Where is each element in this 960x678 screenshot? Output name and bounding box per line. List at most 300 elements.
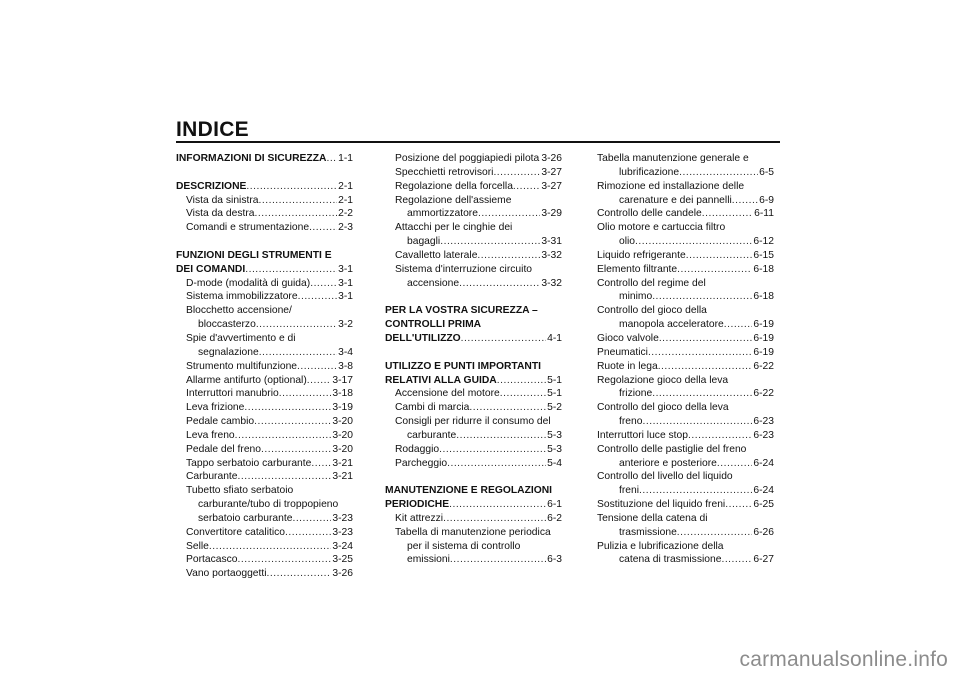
toc-entry[interactable] (597, 277, 774, 291)
toc-entry-title: PERIODICHE (385, 499, 450, 511)
toc-entry-title: Posizione del poggiapiedi pilota (395, 153, 540, 164)
toc-page-number: 6-23 (753, 416, 774, 428)
toc-entry[interactable] (597, 415, 774, 429)
toc-entry[interactable] (385, 401, 562, 415)
toc-entry[interactable] (385, 540, 562, 554)
toc-entry-title: Rodaggio (395, 443, 440, 455)
toc-entry-title: Selle (186, 540, 209, 552)
dot-leader (298, 290, 338, 304)
dot-leader (244, 401, 331, 415)
toc-page-number: 6-12 (753, 236, 774, 248)
toc-entry[interactable] (385, 263, 562, 277)
toc-entry-title: PER LA VOSTRA SICUREZZA – (385, 305, 538, 317)
toc-entry-title: Blocchetto accensione/ (186, 305, 292, 317)
toc-page-number: 6-24 (753, 457, 774, 469)
dot-leader (717, 457, 753, 471)
toc-entry-title: carburante (407, 429, 457, 441)
toc-entry-title: Controllo del gioco della leva (597, 402, 729, 414)
toc-entry[interactable] (597, 553, 774, 567)
dot-leader (238, 553, 332, 567)
toc-entry[interactable] (597, 470, 774, 484)
toc-entry[interactable] (176, 512, 353, 526)
toc-page-number: 6-22 (753, 360, 774, 372)
toc-entry-title: Gioco valvole (597, 332, 659, 344)
toc-page-number: 5-4 (547, 457, 562, 469)
toc-entry[interactable] (597, 235, 774, 249)
toc-page-number: 6-15 (753, 249, 774, 261)
toc-entry-title: Controllo del regime del (597, 277, 706, 289)
toc-entry-title: Parcheggio (395, 457, 448, 469)
toc-page-number: 3-23 (332, 512, 353, 524)
toc-section-entry[interactable] (385, 332, 562, 346)
dot-leader (307, 374, 332, 388)
toc-section-entry[interactable] (385, 498, 562, 512)
dot-leader (326, 152, 337, 166)
toc-entry[interactable] (597, 180, 774, 194)
toc-entry[interactable] (176, 443, 353, 457)
toc-entry[interactable] (597, 387, 774, 401)
toc-entry-title: Rimozione ed installazione delle (597, 180, 745, 192)
toc-section-entry[interactable] (176, 180, 353, 194)
toc-entry-title: Controllo delle pastiglie del freno (597, 443, 747, 455)
toc-entry-title: accensione (407, 277, 460, 289)
toc-entry-title: Tappo serbatoio carburante (186, 457, 312, 469)
toc-page-number: 3-24 (332, 540, 353, 552)
toc-entry[interactable] (597, 263, 774, 277)
toc-page-number: 3-18 (332, 388, 353, 400)
dot-leader (311, 457, 331, 471)
toc-entry[interactable] (176, 567, 353, 581)
toc-entry[interactable] (597, 318, 774, 332)
toc-section-entry[interactable] (385, 374, 562, 388)
toc-entry-title: Cavalletto laterale (395, 249, 478, 261)
dot-leader (679, 166, 758, 180)
dot-leader (440, 235, 540, 249)
dot-leader (493, 166, 540, 180)
dot-leader (297, 360, 337, 374)
dot-leader (725, 498, 752, 512)
toc-entry-title: Attacchi per le cinghie dei (395, 222, 513, 234)
toc-entry-title: Olio motore e cartuccia filtro (597, 222, 726, 234)
toc-entry[interactable] (176, 277, 353, 291)
toc-column-1 (176, 152, 353, 581)
toc-entry-title: Pedale cambio (186, 416, 255, 428)
toc-entry[interactable] (176, 553, 353, 567)
toc-page-number: 2-2 (338, 208, 353, 220)
toc-entry-title: Sistema immobilizzatore (186, 291, 298, 303)
toc-page-number: 6-19 (753, 346, 774, 358)
toc-entry[interactable] (176, 304, 353, 318)
dot-leader (497, 374, 546, 388)
toc-page-number: 5-2 (547, 402, 562, 414)
toc-entry-title: Cambi di marcia (395, 402, 470, 414)
toc-entry-title: Vista da destra (186, 208, 255, 220)
dot-leader (456, 429, 546, 443)
toc-entry[interactable] (597, 221, 774, 235)
toc-page-number: 6-9 (759, 194, 774, 206)
dot-leader (309, 221, 337, 235)
dot-leader (702, 207, 753, 221)
toc-entry[interactable] (597, 429, 774, 443)
toc-page-number: 2-1 (338, 194, 353, 206)
toc-page-number: 3-25 (332, 554, 353, 566)
toc-entry[interactable] (176, 387, 353, 401)
dot-leader (677, 263, 752, 277)
toc-page-number: 5-1 (547, 374, 562, 386)
toc-entry[interactable] (176, 526, 353, 540)
toc-entry[interactable] (597, 526, 774, 540)
toc-entry-title: lubrificazione (619, 166, 680, 178)
toc-spacer (385, 346, 562, 360)
toc-section-entry[interactable] (176, 263, 353, 277)
toc-entry[interactable] (385, 415, 562, 429)
dot-leader (450, 553, 546, 567)
toc-column-2 (385, 152, 562, 567)
toc-entry-title: Pedale del freno (186, 443, 261, 455)
toc-entry-title: Consigli per ridurre il consumo del (395, 416, 551, 428)
toc-entry[interactable] (597, 332, 774, 346)
dot-leader (642, 415, 752, 429)
toc-entry-title: Ruote in lega (597, 360, 658, 372)
toc-entry-title: Regolazione dell'assieme (395, 194, 512, 206)
toc-section-entry[interactable] (176, 249, 353, 263)
dot-leader (732, 194, 758, 208)
toc-entry-title: Interruttori luce stop (597, 429, 688, 441)
toc-page-number: 6-18 (753, 263, 774, 275)
dot-leader (659, 332, 753, 346)
page-title: INDICE (176, 118, 249, 141)
toc-entry-title: segnalazione (198, 346, 259, 358)
toc-entry-title: manopola acceleratore (619, 319, 724, 331)
toc-entry-title: Interruttori manubrio (186, 388, 279, 400)
toc-entry[interactable] (176, 429, 353, 443)
toc-entry-title: Leva freno (186, 429, 235, 441)
toc-entry-title: Controllo del livello del liquido (597, 471, 733, 483)
toc-entry[interactable] (597, 512, 774, 526)
dot-leader (513, 180, 540, 194)
toc-entry[interactable] (597, 360, 774, 374)
toc-entry[interactable] (385, 194, 562, 208)
toc-spacer (176, 166, 353, 180)
toc-spacer (385, 470, 562, 484)
toc-page-number: 2-1 (338, 180, 353, 192)
toc-page-number: 6-22 (753, 388, 774, 400)
dot-leader (652, 387, 752, 401)
toc-entry-title: Carburante (186, 471, 238, 483)
dot-leader (310, 277, 337, 291)
toc-entry[interactable] (597, 540, 774, 554)
dot-leader (256, 318, 337, 332)
dot-leader (439, 443, 546, 457)
title-rule (176, 141, 780, 143)
toc-section-entry[interactable] (385, 484, 562, 498)
toc-entry-title: anteriore e posteriore (619, 457, 717, 469)
dot-leader (261, 443, 331, 457)
toc-entry[interactable] (176, 346, 353, 360)
toc-page-number: 3-20 (332, 429, 353, 441)
toc-section-entry[interactable] (385, 318, 562, 332)
dot-leader (238, 470, 332, 484)
toc-page-number: 5-1 (547, 388, 562, 400)
dot-leader (245, 263, 337, 277)
dot-leader (449, 498, 546, 512)
toc-entry-title: Regolazione gioco della leva (597, 374, 729, 386)
toc-page-number: 3-27 (541, 166, 562, 178)
toc-entry[interactable] (597, 249, 774, 263)
toc-entry-title: DELL'UTILIZZO (385, 332, 461, 344)
toc-entry[interactable] (385, 221, 562, 235)
toc-page-number: 6-5 (759, 166, 774, 178)
toc-entry-title: RELATIVI ALLA GUIDA (385, 374, 497, 386)
toc-page-number: 6-18 (753, 291, 774, 303)
toc-entry[interactable] (597, 194, 774, 208)
dot-leader (279, 387, 332, 401)
toc-entry-title: Pneumatici (597, 346, 648, 358)
dot-leader (469, 401, 546, 415)
toc-page-number: 3-26 (332, 568, 353, 580)
toc-entry-title: Vista da sinistra (186, 194, 259, 206)
toc-entry-title: trasmissione (619, 526, 677, 538)
toc-entry-title: Pulizia e lubrificazione della (597, 540, 724, 552)
toc-entry[interactable] (176, 374, 353, 388)
dot-leader (255, 207, 338, 221)
dot-leader (209, 540, 331, 554)
toc-page-number: 3-21 (332, 471, 353, 483)
toc-entry[interactable] (597, 498, 774, 512)
toc-page-number: 3-20 (332, 443, 353, 455)
dot-leader (443, 512, 546, 526)
toc-page-number: 5-3 (547, 443, 562, 455)
toc-entry[interactable] (176, 194, 353, 208)
toc-page-number: 3-19 (332, 402, 353, 414)
toc-entry[interactable] (597, 484, 774, 498)
toc-entry-title: Leva frizione (186, 402, 245, 414)
toc-page-number: 3-26 (541, 153, 562, 164)
toc-entry-title: Liquido refrigerante (597, 249, 686, 261)
toc-section-entry[interactable] (385, 304, 562, 318)
toc-page-number: 4-1 (547, 332, 562, 344)
dot-leader (267, 567, 332, 581)
dot-leader (658, 360, 753, 374)
toc-entry-title: Specchietti retrovisori (395, 166, 494, 178)
toc-entry-title: emissioni (407, 554, 450, 566)
toc-entry-title: carburante/tubo di troppopieno (198, 499, 339, 511)
toc-entry[interactable] (176, 332, 353, 346)
toc-entry[interactable] (385, 457, 562, 471)
toc-entry-title: frizione (619, 388, 653, 400)
toc-entry[interactable] (385, 277, 562, 291)
toc-entry-title: Elemento filtrante (597, 263, 678, 275)
toc-entry[interactable] (385, 152, 562, 166)
dot-leader (686, 249, 753, 263)
toc-page-number: 3-1 (338, 263, 353, 275)
toc-entry-title: bloccasterzo (198, 319, 256, 331)
toc-entry[interactable] (176, 540, 353, 554)
toc-entry-title: per il sistema di controllo (407, 540, 521, 552)
dot-leader (259, 194, 338, 208)
toc-entry[interactable] (176, 360, 353, 374)
toc-page-number: 6-19 (753, 332, 774, 344)
toc-entry-title: Accensione del motore (395, 388, 500, 400)
dot-leader (259, 346, 337, 360)
toc-entry-title: CONTROLLI PRIMA (385, 319, 482, 331)
toc-entry[interactable] (385, 443, 562, 457)
toc-entry-title: serbatoio carburante (198, 512, 293, 524)
dot-leader (677, 526, 753, 540)
toc-entry[interactable] (176, 457, 353, 471)
toc-entry-title: Allarme antifurto (optional) (186, 374, 307, 386)
toc-entry-title: Controllo del gioco della (597, 305, 707, 317)
toc-page-number: 3-8 (338, 360, 353, 372)
dot-leader (652, 290, 752, 304)
toc-entry[interactable] (385, 235, 562, 249)
dot-leader (285, 526, 331, 540)
dot-leader (459, 277, 540, 291)
toc-entry[interactable] (597, 457, 774, 471)
toc-entry[interactable] (385, 429, 562, 443)
toc-page-number: 1-1 (338, 153, 353, 164)
toc-entry[interactable] (385, 207, 562, 221)
toc-entry[interactable] (385, 166, 562, 180)
toc-entry[interactable] (385, 249, 562, 263)
toc-entry[interactable] (597, 152, 774, 166)
toc-entry-title: Vano portaoggetti (186, 568, 267, 580)
toc-entry-title: MANUTENZIONE E REGOLAZIONI (385, 485, 553, 497)
toc-entry[interactable] (176, 498, 353, 512)
dot-leader (254, 415, 331, 429)
toc-entry-title: UTILIZZO E PUNTI IMPORTANTI (385, 360, 541, 372)
toc-spacer (385, 290, 562, 304)
toc-entry-title: Kit attrezzi (395, 512, 444, 524)
dot-leader (500, 387, 546, 401)
toc-page-number: 6-24 (753, 485, 774, 497)
toc-entry-title: Tubetto sfiato serbatoio (186, 485, 294, 497)
toc-entry[interactable] (385, 526, 562, 540)
toc-entry[interactable] (597, 304, 774, 318)
toc-page-number: 3-20 (332, 416, 353, 428)
toc-page-number: 6-23 (753, 429, 774, 441)
toc-page-number: 3-32 (541, 277, 562, 289)
dot-leader (721, 553, 752, 567)
toc-entry-title: Tensione della catena di (597, 512, 708, 524)
toc-page-number: 3-4 (338, 346, 353, 358)
toc-entry-title: bagagli (407, 236, 441, 248)
dot-leader (478, 207, 540, 221)
toc-page-number: 6-27 (753, 554, 774, 566)
toc-entry[interactable] (597, 166, 774, 180)
dot-leader (648, 346, 752, 360)
toc-entry[interactable] (597, 290, 774, 304)
toc-entry[interactable] (597, 374, 774, 388)
toc-page-number: 3-17 (332, 374, 353, 386)
toc-page-number: 6-26 (753, 526, 774, 538)
toc-entry-title: Spie d'avvertimento e di (186, 332, 296, 344)
toc-page-number: 3-1 (338, 277, 353, 289)
toc-section-entry[interactable] (385, 360, 562, 374)
toc-page-number: 3-1 (338, 291, 353, 303)
dot-leader (635, 235, 752, 249)
dot-leader (477, 249, 540, 263)
toc-entry-title: FUNZIONI DEGLI STRUMENTI E (176, 249, 332, 261)
watermark: carmanualsonline.info (739, 648, 948, 671)
toc-page-number: 2-3 (338, 222, 353, 234)
toc-page-number: 6-25 (753, 499, 774, 511)
toc-page-number: 3-31 (541, 236, 562, 248)
toc-entry-title: olio (619, 236, 636, 248)
toc-page-number: 3-21 (332, 457, 353, 469)
toc-entry-title: Regolazione della forcella (395, 180, 513, 192)
toc-page-number: 6-2 (547, 512, 562, 524)
toc-entry-title: ammortizzatore (407, 208, 478, 220)
toc-entry[interactable] (597, 401, 774, 415)
toc-page-number: 6-1 (547, 499, 562, 511)
toc-entry[interactable] (385, 387, 562, 401)
toc-entry[interactable] (385, 180, 562, 194)
toc-entry-title: carenature e dei pannelli (619, 194, 732, 206)
dot-leader (292, 512, 331, 526)
toc-page-number: 6-3 (547, 554, 562, 566)
toc-page-number: 6-11 (754, 208, 774, 220)
toc-spacer (176, 235, 353, 249)
toc-page-number: 3-27 (541, 180, 562, 192)
toc-entry-title: Comandi e strumentazione (186, 222, 310, 234)
toc-entry-title: Controllo delle candele (597, 208, 702, 220)
toc-entry-title: Portacasco (186, 554, 238, 566)
dot-leader (639, 484, 752, 498)
toc-entry[interactable] (597, 443, 774, 457)
toc-entry-title: minimo (619, 291, 653, 303)
toc-entry-title: DEI COMANDI (176, 263, 246, 275)
toc-entry[interactable] (597, 207, 774, 221)
toc-entry[interactable] (176, 470, 353, 484)
dot-leader (447, 457, 546, 471)
toc-column-3 (597, 152, 774, 567)
dot-leader (235, 429, 332, 443)
toc-entry-title: Tabella manutenzione generale e (597, 153, 749, 164)
dot-leader (461, 332, 546, 346)
toc-entry-title: Sostituzione del liquido freni (597, 499, 726, 511)
toc-entry-title: Tabella di manutenzione periodica (395, 526, 551, 538)
dot-leader (724, 318, 753, 332)
toc-entry[interactable] (176, 415, 353, 429)
toc-page-number: 3-23 (332, 526, 353, 538)
toc-page-number: 6-19 (753, 319, 774, 331)
toc-entry[interactable] (176, 207, 353, 221)
dot-leader (246, 180, 337, 194)
toc-entry-title: D-mode (modalità di guida) (186, 277, 311, 289)
toc-page-number: 3-2 (338, 319, 353, 331)
toc-entry-title: INFORMAZIONI DI SICUREZZA (176, 153, 327, 164)
toc-entry[interactable] (176, 221, 353, 235)
toc-entry[interactable] (385, 512, 562, 526)
toc-entry-title: Convertitore catalitico (186, 526, 286, 538)
toc-entry-title: catena di trasmissione (619, 554, 722, 566)
toc-entry-title: Strumento multifunzione (186, 360, 298, 372)
toc-entry[interactable] (385, 553, 562, 567)
toc-entry[interactable] (176, 484, 353, 498)
toc-entry[interactable] (176, 290, 353, 304)
dot-leader (688, 429, 752, 443)
toc-entry[interactable] (176, 401, 353, 415)
toc-page-number: 3-32 (541, 249, 562, 261)
toc-entry[interactable] (597, 346, 774, 360)
toc-entry-title: DESCRIZIONE (176, 180, 247, 192)
toc-entry[interactable] (176, 318, 353, 332)
toc-section-entry[interactable] (176, 152, 353, 166)
toc-entry-title: freni (619, 485, 640, 497)
toc-entry-title: Sistema d'interruzione circuito (395, 263, 533, 275)
toc-page-number: 5-3 (547, 429, 562, 441)
